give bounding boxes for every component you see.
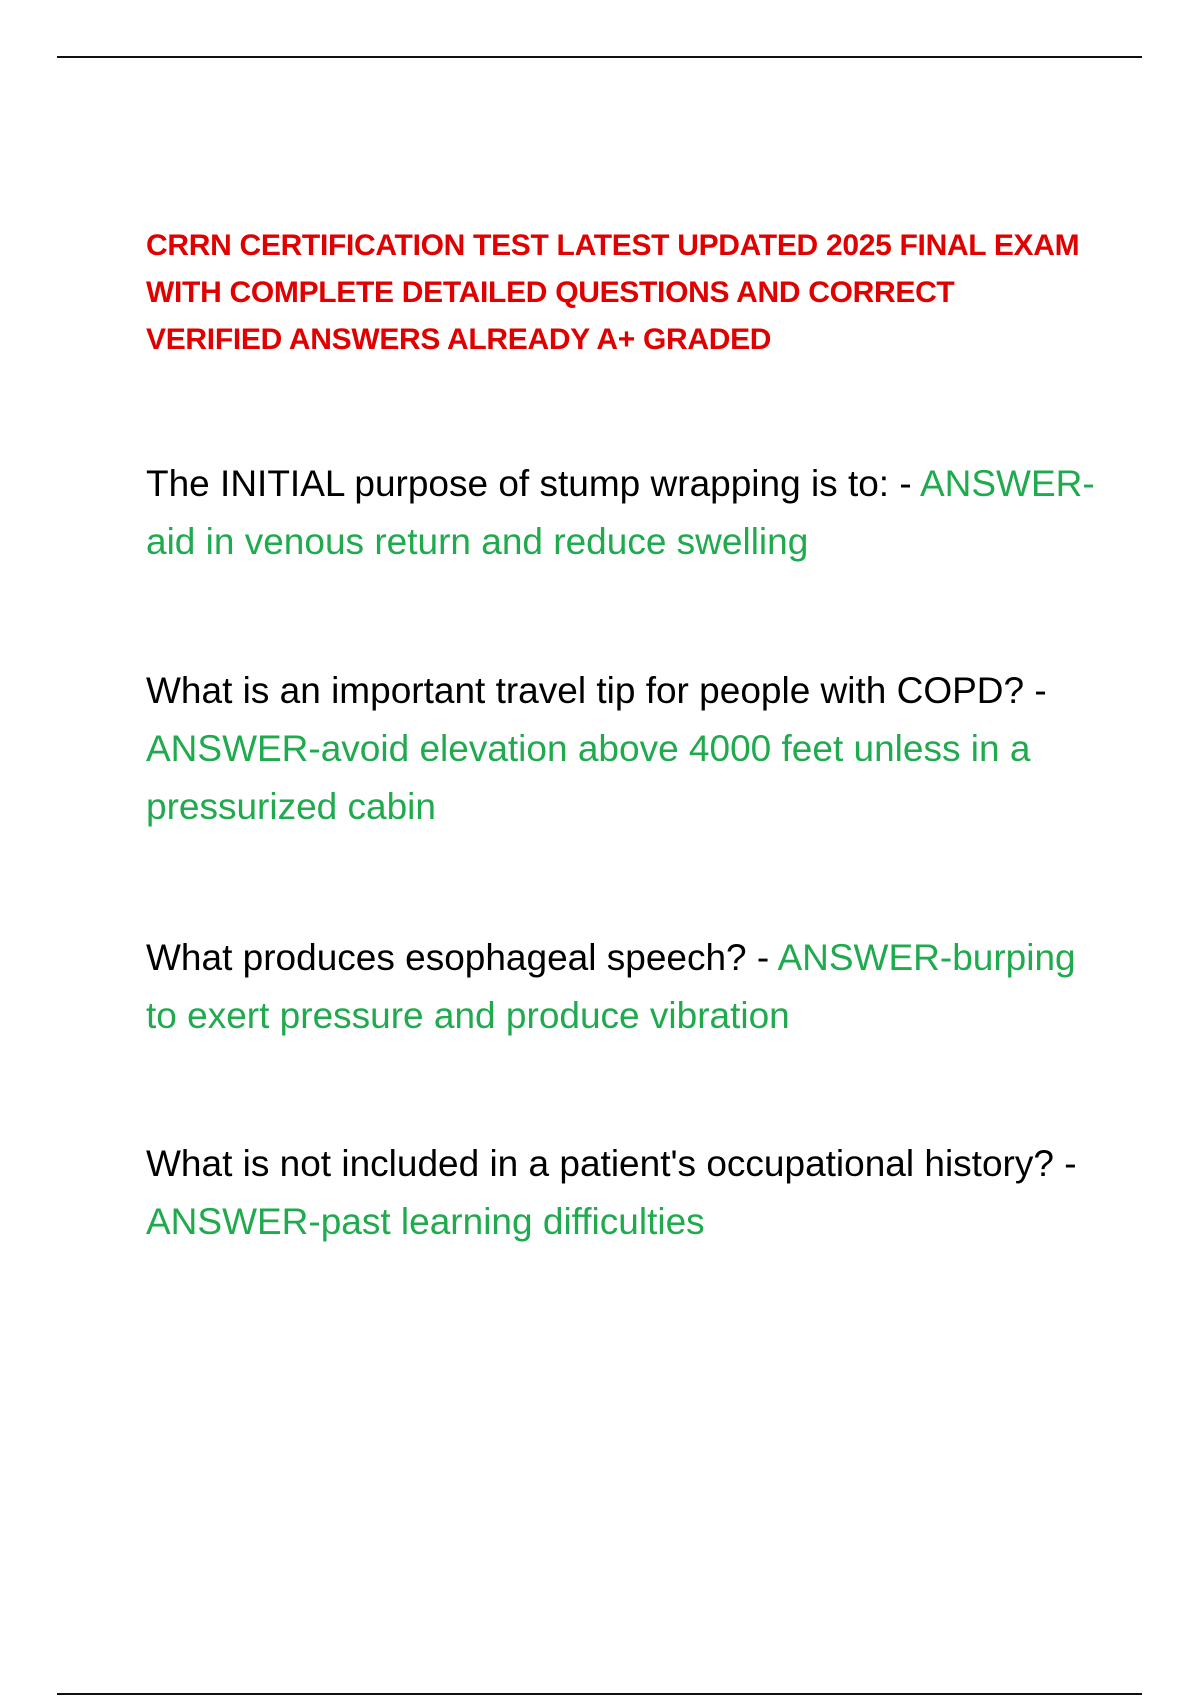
qa-item <box>146 662 1106 836</box>
qa-item <box>146 929 1106 1045</box>
qa-item <box>146 455 1106 571</box>
answer-text: ANSWER-aid in venous return and reduce swelling <box>146 463 1095 562</box>
question-text: What is an important travel tip for people with COPD? - <box>146 670 1047 711</box>
answer-text: ANSWER-avoid elevation above 4000 feet unless in a pressurized cabin <box>146 728 1031 827</box>
document-title: CRRN CERTIFICATION TEST LATEST UPDATED 2025 FINAL EXAM WITH COMPLETE DETAILED QUESTIONS AND CORRECT VERIFIED ANSWERS ALREADY A+ GRADED <box>146 229 1080 356</box>
bottom-rule <box>57 1693 1142 1695</box>
top-rule <box>57 56 1142 58</box>
question-text: What is not included in a patient's occupational history? - <box>146 1143 1077 1184</box>
answer-text: ANSWER-burping to exert pressure and produce vibration <box>146 937 1076 1036</box>
answer-text: ANSWER-past learning difficulties <box>146 1201 705 1242</box>
question-text: What produces esophageal speech? - <box>146 937 778 978</box>
question-text: The INITIAL purpose of stump wrapping is to: - <box>146 463 920 504</box>
qa-item <box>146 1135 1106 1251</box>
